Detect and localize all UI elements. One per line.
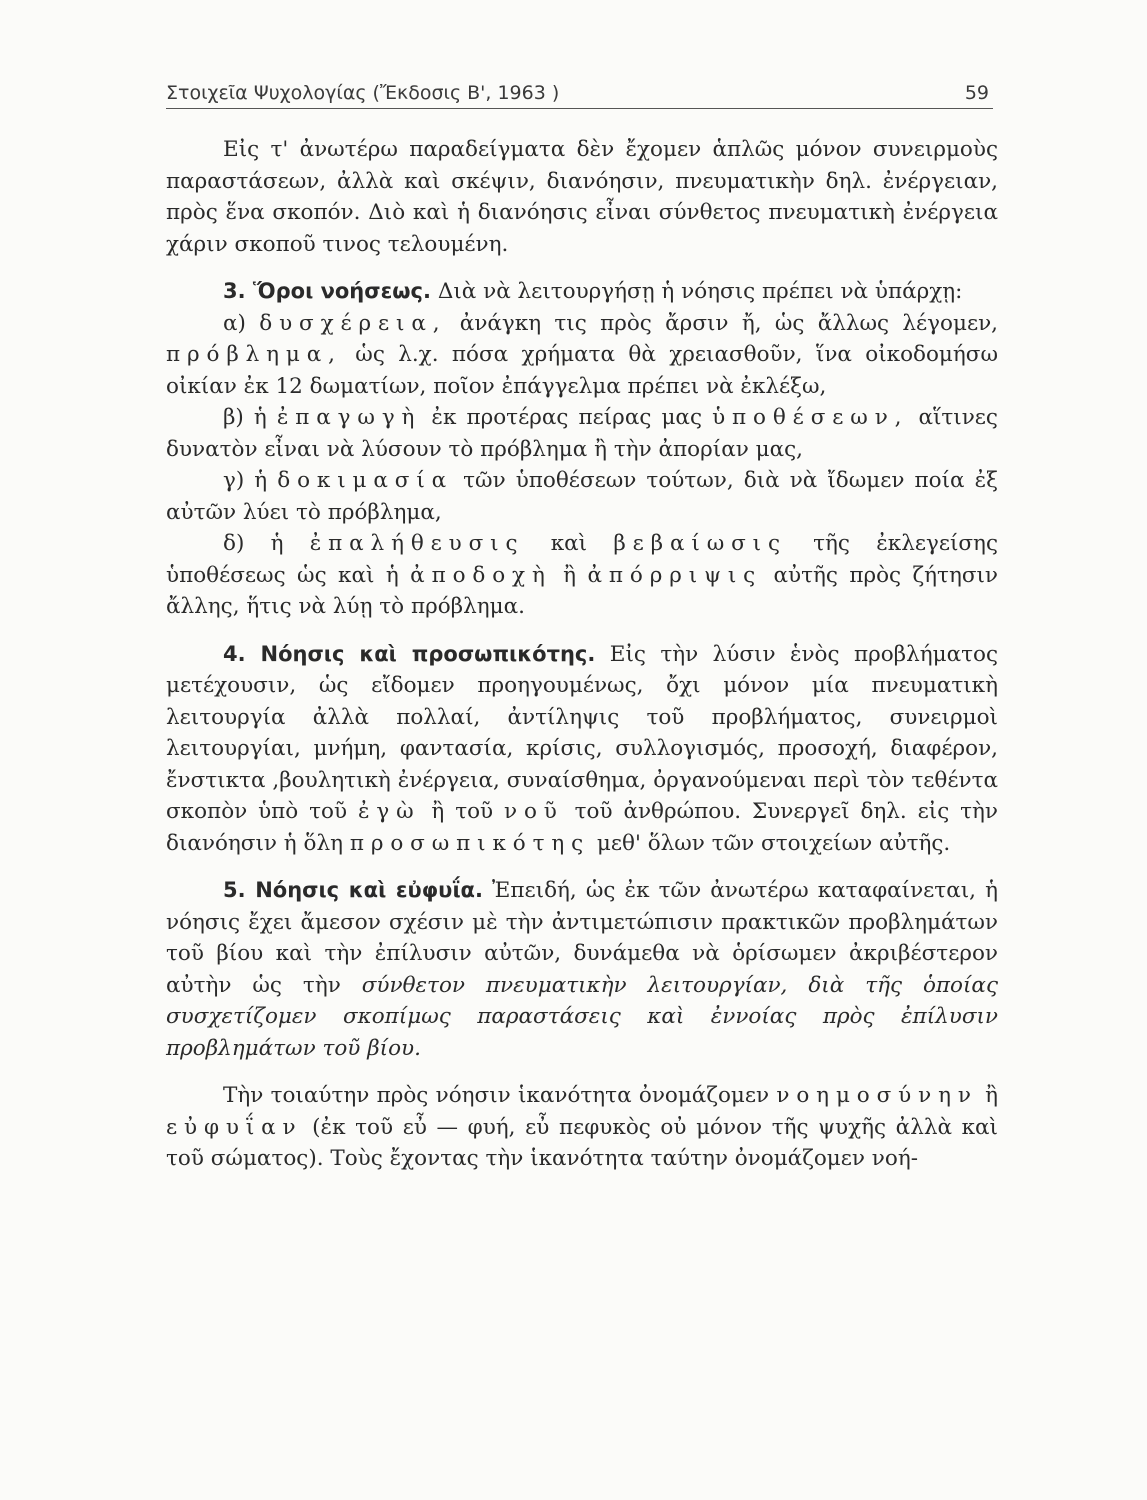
condition-c-text: τῶν ὑποθέσεων τούτων, διὰ νὰ ἴδωμεν ποία ἐξ αὐτῶν λύει τὸ πρόβλημα,: [166, 468, 998, 525]
section-4-heading: 4. Νόησις καὶ προσωπικότης.: [223, 641, 596, 666]
section-4-text4: μεθ' ὅλων τῶν στοιχείων αὐτῆς.: [596, 830, 951, 856]
condition-b-text2: αἵτινες δυνατὸν εἶναι νὰ λύσουν τὸ πρόβλημα ἢ τὴν ἀπορίαν μας,: [166, 405, 998, 462]
condition-d-text2: τῆς ἐκλεγείσης ὑποθέσεως ὡς καὶ ἡ: [166, 531, 998, 588]
last-text3: (ἐκ τοῦ εὖ — φυή, εὖ πεφυκὸς οὐ μόνον τῆς ψυχῆς ἀλλὰ καὶ τοῦ σώματος). Τοὺς ἔχοντας τὴν ἱκανότητα ταύτην ὀνομάζομεν νοή-: [166, 1114, 998, 1171]
condition-a: [166, 308, 998, 403]
paragraph-intro: Εἰς τ' ἀνωτέρω παραδείγματα δὲν ἔχομεν ἁπλῶς μόνον συνειρμοὺς παραστάσεων, ἀλλὰ καὶ σκέψιν, διανόησιν, πνευματικὴν δηλ. ἐνέργειαν, πρὸς ἕνα σκοπόν. Διὸ καὶ ἡ διανόησις εἶναι σύνθετος πνευματικὴ ἐνέργεια χάριν σκοποῦ τινος τελουμένη.: [166, 137, 998, 257]
section-4-text3: τοῦ ἀνθρώπου. Συνεργεῖ δηλ. εἰς τὴν διανόησιν ἡ ὅλη: [166, 799, 998, 856]
condition-a-label: α): [223, 310, 246, 336]
condition-b: [166, 402, 998, 465]
condition-d-text3: ἢ: [563, 562, 577, 588]
last-term2: εὐφυΐαν: [166, 1114, 303, 1140]
condition-a-text1: ἀνάγκη τις πρὸς ἄρσιν ἤ, ὡς ἄλλως λέγομεν,: [459, 310, 998, 336]
page-number: 59: [964, 82, 989, 104]
condition-d-term4: ἀπόρριψις: [587, 562, 763, 588]
section-4-text2: ἢ τοῦ: [431, 799, 494, 824]
condition-d-term: ἐπαλήθευσις: [309, 531, 525, 556]
section-5-definition: σύνθετον πνευματικὴν λειτουργίαν, διὰ τῆς ὁποίας συσχετίζομεν σκοπίμως παραστάσεις καὶ ἐννοίας πρὸς ἐπίλυσιν προβλημάτων τοῦ βίου.: [166, 972, 998, 1061]
section-4-term3: προσωπικότης: [349, 830, 591, 856]
condition-b-term2: ὑποθέσεων,: [712, 405, 909, 430]
section-3-heading: 3. Ὅροι νοήσεως.: [223, 279, 431, 303]
condition-d: [166, 528, 998, 623]
condition-c: [166, 465, 998, 528]
paragraph-last: [166, 1080, 998, 1175]
running-header: [166, 74, 989, 104]
condition-b-term: ἐπαγωγὴ: [276, 405, 422, 430]
condition-d-term2: βεβαίωσις: [613, 531, 787, 556]
condition-d-label: δ) ἡ: [223, 531, 284, 556]
condition-c-label: γ) ἡ: [223, 468, 268, 493]
section-4-text1: Εἰς τὴν λύσιν ἑνὸς προβλήματος μετέχουσιν, ὡς εἴδομεν προηγουμένως, ὄχι μόνον μία πνευματικὴ λειτουργία ἀλλὰ πολλαί, ἀντίληψις τοῦ προβλήματος, συνειρμοὶ λειτουργίαι, μνήμη, φαντασία, κρίσις, συλλογισμός, προσοχή, διαφέρον, ἔνστικτα ,βουλητικὴ ἐνέργεια, συναίσθημα, ὀργανούμεναι περὶ τὸν τεθέντα σκοπὸν ὑπὸ τοῦ: [166, 641, 998, 824]
condition-d-text1: καὶ: [550, 531, 588, 556]
page-body: [166, 134, 998, 1175]
section-3-intro: [166, 276, 998, 308]
condition-a-text2: ὡς λ.χ. πόσα χρήματα θὰ χρειασθοῦν, ἵνα οἰκοδομήσω οἰκίαν ἐκ 12 δωματίων, ποῖον ἐπάγγελμα πρέπει νὰ ἐκλέξω,: [166, 342, 998, 399]
last-text2: ἢ: [985, 1083, 998, 1108]
section-3-intro-text: Διὰ νὰ λειτουργήσῃ ἡ νόησις πρέπει νὰ ὑπάρχῃ:: [437, 279, 963, 304]
section-5: [166, 875, 998, 1064]
condition-c-term: δοκιμασία: [277, 468, 454, 493]
last-text1: Τὴν τοιαύτην πρὸς νόησιν ἱκανότητα ὀνομάζομεν: [223, 1083, 770, 1108]
section-4-term2: νοῦ: [504, 799, 564, 824]
section-5-text1: Ἐπειδή, ὡς ἐκ τῶν ἀνωτέρω καταφαίνεται, ἡ νόησις ἔχει ἄμεσον σχέσιν μὲ τὴν ἀντιμετώπισιν πρακτικῶν προβλημάτων τοῦ βίου καὶ τὴν ἐπίλυσιν αὐτῶν, δυνάμεθα νὰ ὁρίσωμεν ἀκριβέστερον αὐτὴν ὡς τὴν: [166, 878, 998, 998]
condition-b-label: β) ἡ: [223, 405, 267, 430]
condition-d-term3: ἀποδοχὴ: [410, 562, 552, 588]
condition-a-term2: πρόβλημα,: [166, 342, 342, 367]
header-rule: [166, 108, 993, 109]
condition-b-text1: ἐκ προτέρας πείρας μας: [431, 405, 702, 430]
condition-d-text4: αὐτῆς πρὸς ζήτησιν ἄλλης, ἥτις νὰ λύῃ τὸ πρόβλημα.: [166, 562, 998, 619]
section-5-heading: 5. Νόησις καὶ εὐφυΐα.: [223, 878, 483, 902]
condition-a-term: δυσχέρεια,: [259, 310, 447, 336]
last-term1: νοημοσύνην: [776, 1083, 978, 1108]
section-4: [166, 639, 998, 860]
running-title: Στοιχεῖα Ψυχολογίας (Ἔκδοσις Β', 1963 ): [166, 82, 560, 104]
section-4-term1: ἐγὼ: [357, 799, 421, 824]
